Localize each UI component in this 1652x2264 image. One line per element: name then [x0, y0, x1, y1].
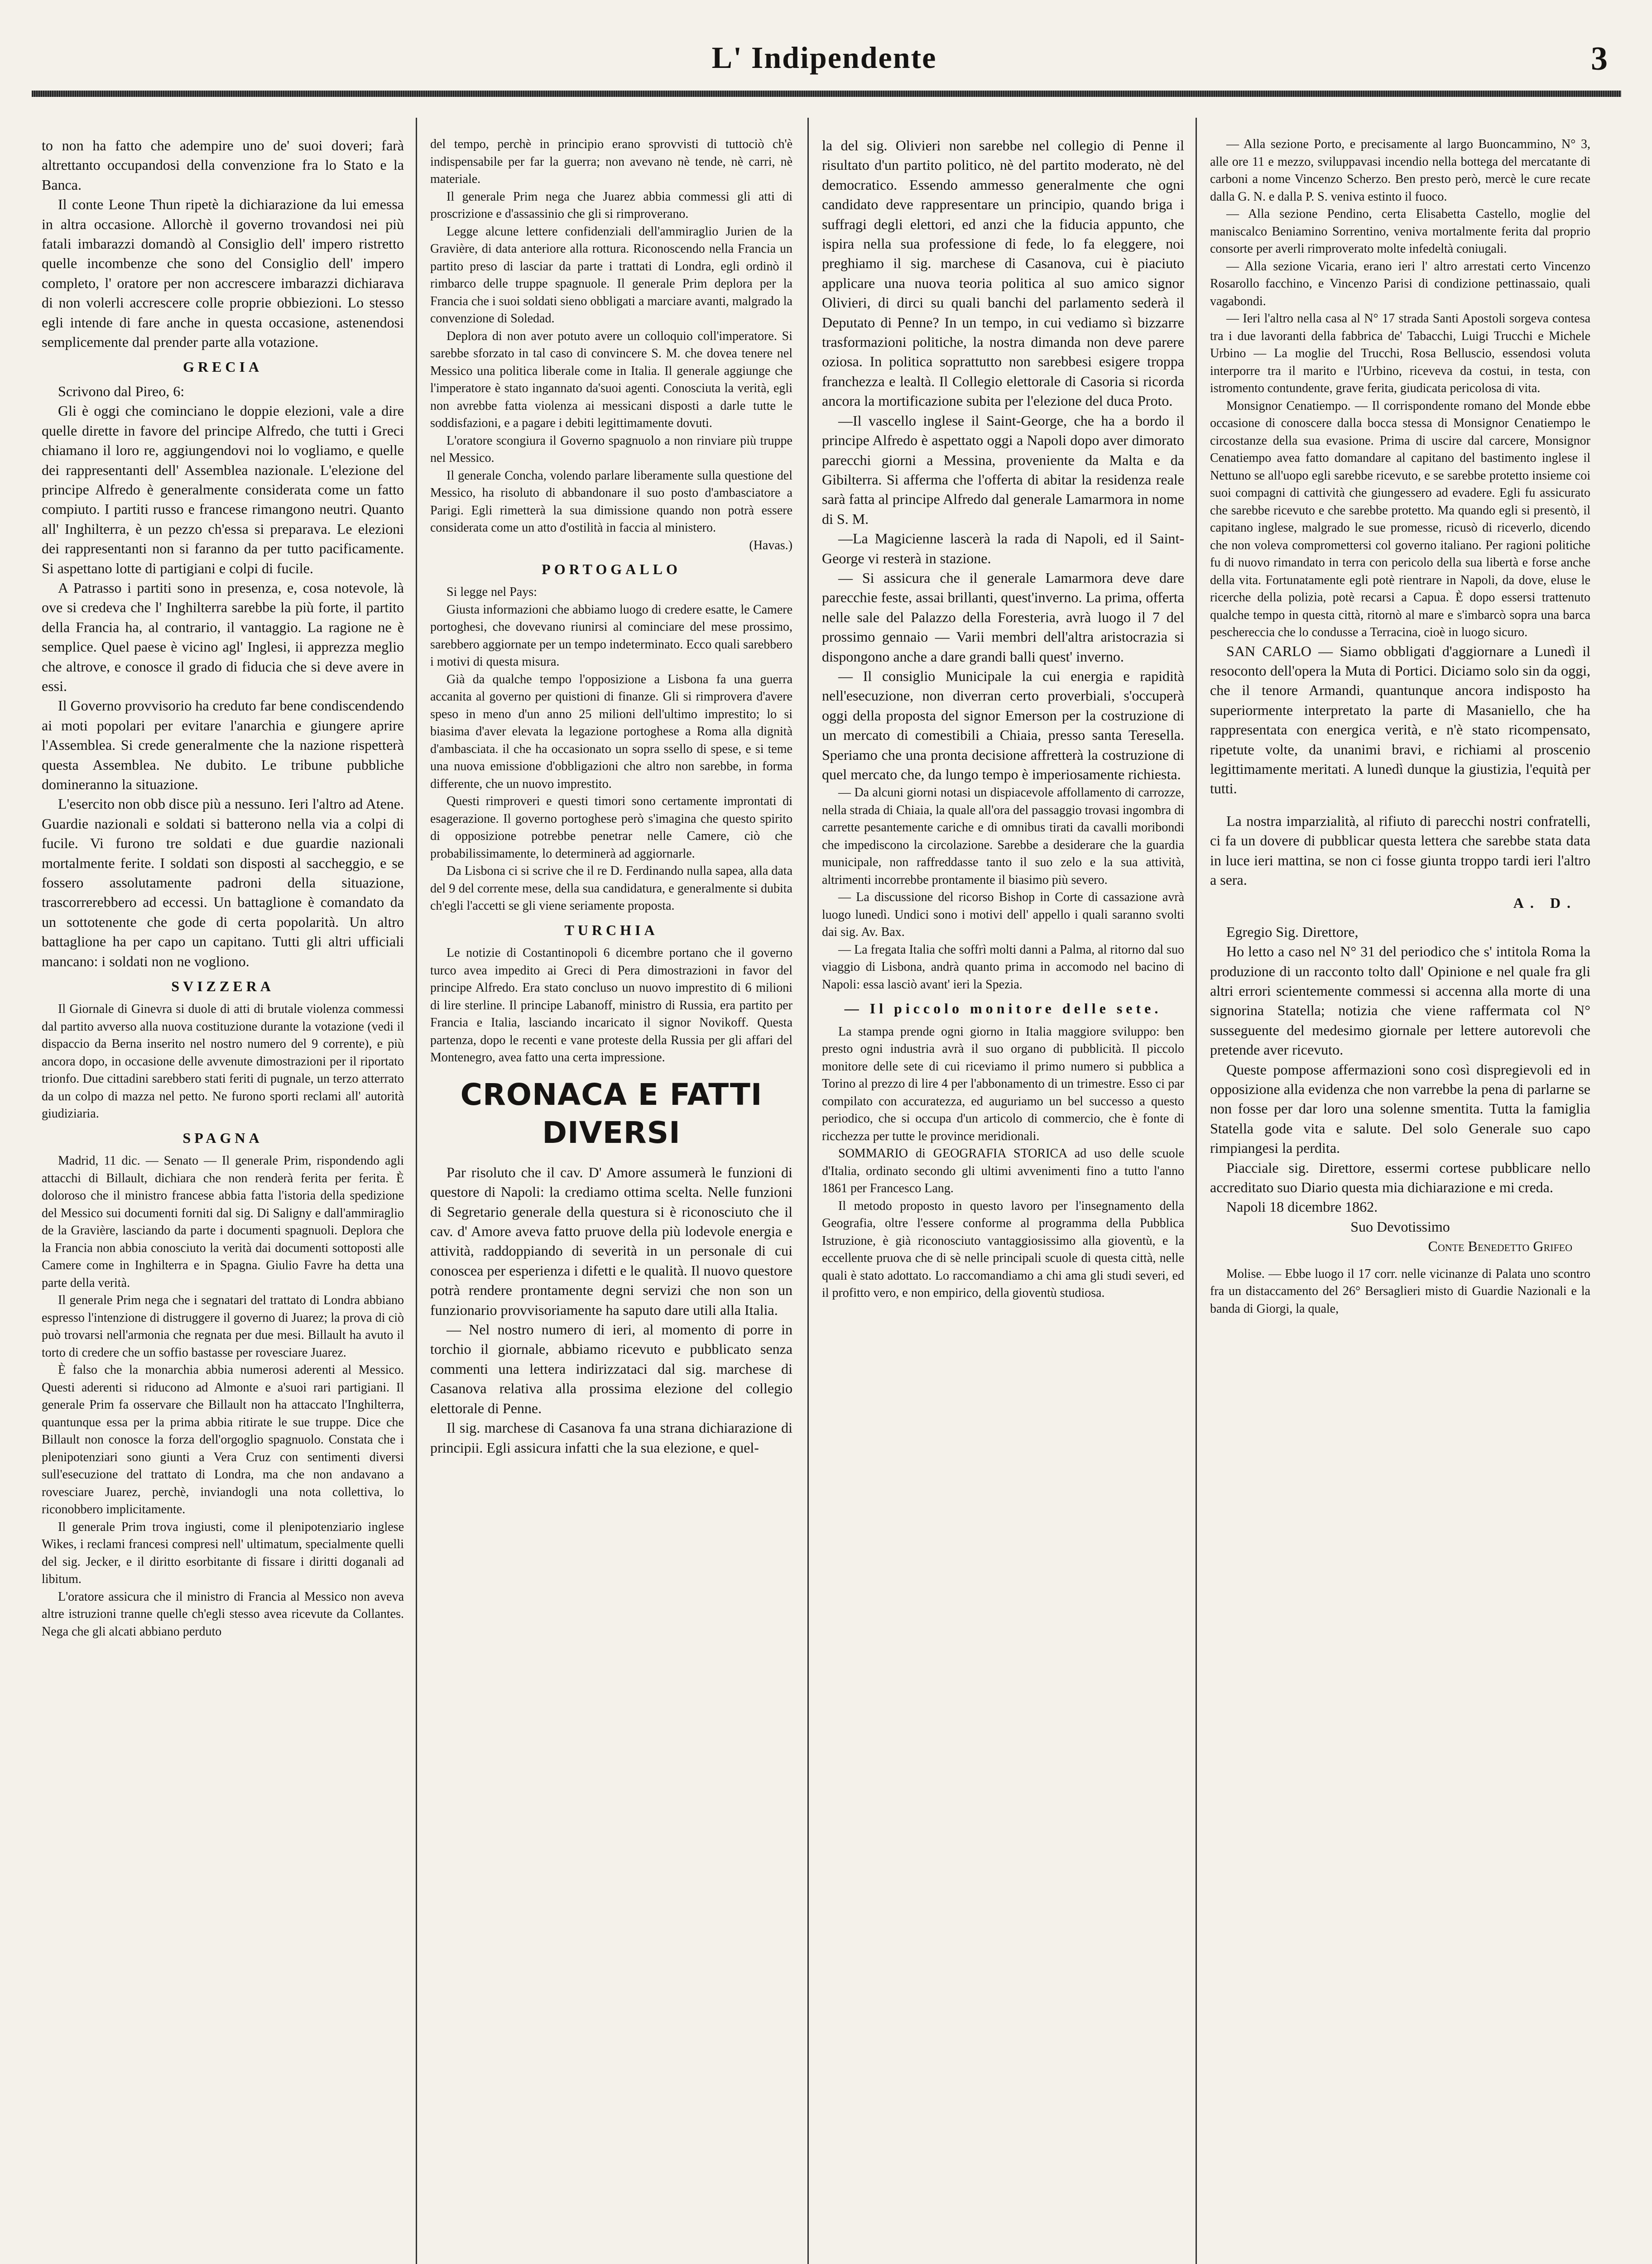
- paragraph: Già da qualche tempo l'opposizione a Lisbona fa una guerra accanita al governo per quistioni di finanze. Gli si rimprovera d'avere speso in meno d'un anno 25 milioni dell'ultimo imprestito; lo si biasima d'aver elevata la legazione portoghese a Roma alla dignità d'ambasciata. il che ha occasionato un sopra ssello di spese, e si teme una nuova emissione d'obbligazioni che altro non sarebbe, in forma differente, che un nuovo imprestito.: [430, 672, 792, 791]
- newspaper-title: L' Indipendente: [711, 40, 937, 75]
- paragraph: Il generale Prim nega che i segnatari del trattato di Londra abbiano espresso l'intenzione di distruggere il governo di Juarez; la prova di ciò può trovarsi nell'armonia che regnata per due mesi. Billault ha avuto il torto di credere che un soffio bastasse per rovesciare Juarez.: [42, 1293, 404, 1360]
- paragraph: Deplora di non aver potuto avere un colloquio coll'imperatore. Si sarebbe sforzato in tal caso di convincere S. M. che dovea tenere nel Messico una politica liberale come in Italia. Il generale aggiunge che l'imperatore è stato ingannato da'suoi agenti. Conosciuta la verità, egli non avrebbe fatta violenza ai messicani disposti a darle tutte le soddisfazioni, e a pagare i debiti legittimamente dovuti.: [430, 329, 792, 430]
- section-heading: TURCHIA: [564, 921, 658, 938]
- paragraph: Gli è oggi che cominciano le doppie elezioni, vale a dire quelle dirette in favore del principe Alfredo, che tutti i Greci chiamano il loro re, aggiungendovi noi lo vogliamo, e quelle dei rappresentanti dell' Assemblea nazionale. L'elezione del principe Alfredo è generalmente considerata come un fatto compiuto. I partiti russo e francese rimangono neutri. Quanto all' Inghilterra, è un pezzo ch'essa si preparava. Le elezioni dei rappresentanti non si faranno da per tutto pacificamente. Si aspettano lotte di partigiani e colpi di fucile.: [42, 403, 404, 576]
- paragraph: La stampa prende ogni giorno in Italia maggiore sviluppo: ben presto ogni industria avrà il suo organo di pubblicità. Il piccolo monitore delle sete di cui riceviamo il primo numero si pubblica a Torino al prezzo di lire 4 per l'abbonamento di un trimestre. Esso ci par compilato con accuratezza, ed auguriamo un bel successo a questo periodico, che si occupa d'un articolo di commercio, che è fonte di ricchezza per tutte le province meridionali.: [822, 1024, 1184, 1143]
- section-heading: SVIZZERA: [171, 978, 274, 995]
- paragraph: — Si assicura che il generale Lamarmora deve dare parecchie feste, assai brillanti, quest'inverno. La prima, offerta nelle sale del Palazzo della Foresteria, avrà luogo il 7 del prossimo gennaio — Varii membri dell'altra aristocrazia si dispongono anche a dare grandi balli quest' inverno.: [822, 569, 1184, 665]
- masthead-rule: [32, 91, 1621, 97]
- paragraph: Par risoluto che il cav. D' Amore assumerà le funzioni di questore di Napoli: la crediamo ottima scelta. Nelle funzioni di Segretario generale della questura si è riconosciuto che il cav. d' Amore aveva fatto pruove della più lodevole energia e attività, raddoppiando di severità in un personale di cui conoscea per esperienza i difetti e le qualità. Il nuovo questore potrà rendere prontamente degni servizi che non son un funzionario provvisoriamente ha saputo dare utili alla Italia.: [430, 1164, 792, 1318]
- letter-closing: Suo Devotissimo: [1350, 1218, 1450, 1235]
- paragraph: Il Governo provvisorio ha creduto far bene condiscendendo ai moti popolari per evitare l'anarchia e giungere aprire l'Assemblea. Si crede generalmente che la nazione rispetterà questa Assemblea. Ne dubito. Le tribune pubbliche domineranno la situazione.: [42, 697, 404, 792]
- column-divider: [1196, 118, 1197, 2264]
- paragraph: Il sig. marchese di Casanova fa una strana dichiarazione di principii. Egli assicura infatti che la sua elezione, e quel-: [430, 1420, 792, 1456]
- paragraph: Scrivono dal Pireo, 6:: [58, 383, 185, 399]
- paragraph: Questi rimproveri e questi timori sono certamente improntati di esagerazione. Il governo portoghese però s'imagina che questo spirito di opposizione potrebbe penetrar nelle Camere, ciò che probabilissimamente, lo determinerà ad aggiornarle.: [430, 794, 792, 861]
- paragraph: — La fregata Italia che soffrì molti danni a Palma, al ritorno dal suo viaggio di Lisbona, andrà quanto prima in accomodo nel bacino di Napoli: essa lasciò avant' ieri la Spezia.: [822, 942, 1184, 992]
- masthead: [32, 40, 1617, 81]
- column-divider: [416, 118, 417, 2264]
- paragraph: to non ha fatto che adempire uno de' suoi doveri; farà altrettanto occupandosi della convenzione fra lo Stato e la Banca.: [42, 137, 404, 193]
- paragraph: Il conte Leone Thun ripetè la dichiarazione da lui emessa in altra occasione. Allorchè il governo trovandosi nei più fatali imbarazzi domandò al Consiglio dell' impero ristretto quelle incombenze che sono del Consiglio dell' impero completo, l' oratore per non accrescere imbarazzi dichiarava di non volerli accrescere colle proprie obbiezioni. Lo stesso egli intende di fare anche in questa occasione, astenendosi semplicemente dal prender parte alla votazione.: [42, 196, 404, 350]
- paragraph: — Nel nostro numero di ieri, al momento di porre in torchio il giornale, abbiamo ricevuto e pubblicato senza commenti una lettera indirizzataci dal sig. marchese di Casanova relativa alla prossima elezione del collegio elettorale di Penne.: [430, 1321, 792, 1416]
- letter-date: Napoli 18 dicembre 1862.: [1226, 1199, 1378, 1215]
- section-heading: GRECIA: [182, 359, 263, 375]
- paragraph: Queste pompose affermazioni sono così dispregievoli ed in opposizione alla evidenza che non varrebbe la pena di parlarne se non fosse per dar loro una solenne smentita. Tutta la famiglia Statella gode vita e salute. Del solo Generale suo capo rimpiangesi la perdita.: [1210, 1061, 1590, 1156]
- source-credit: (Havas.): [749, 538, 792, 552]
- section-heading: PORTOGALLO: [542, 561, 681, 577]
- paragraph: Da Lisbona ci si scrive che il re D. Ferdinando nulla sapea, alla data del 9 del corrente mese, della sua candidatura, e generalmente si dubita ch'egli l'accetti se gli viene seriamente proposta.: [430, 864, 792, 913]
- paragraph: Il Giornale di Ginevra si duole di atti di brutale violenza commessi dal partito avverso alla nuova costituzione durante la votazione (vedi il dispaccio da Berna inserito nel nostro numero del 9 corrente), e più ancora dopo, in occasione delle avvenute dimostrazioni per il riportato trionfo. Due cittadini sarebbero stati feriti di pugnale, un terzo atterrato da un colpo di mazza nel petto. Ne furono sporti reclami all' autorità giudiziaria.: [42, 1002, 404, 1121]
- column-3: [822, 136, 1184, 2264]
- paragraph: È falso che la monarchia abbia numerosi aderenti al Messico. Questi aderenti si riducono ad Almonte e a'suoi rari partigiani. Il generale Prim fa osservare che Billault non ha attaccato l'Inghilterra, quantunque essa per la prima abbia ritirate le sue truppe. Dice che Billault non conosce la forza dell'orgoglio spagnuolo. Constata che i plenipotenziari sono giunti a Vera Cruz con sentimenti diversi sull'esecuzione del trattato di Londra, ma che non andavano a rovesciare Juarez, perchè, inviandogli una nota collettiva, lo riconobbero implicitamente.: [42, 1363, 404, 1517]
- paragraph: —Il vascello inglese il Saint-George, che ha a bordo il principe Alfredo è aspettato oggi a Napoli dopo aver dimorato parecchi giorni a Messina, proveniente da Malta e da Gibilterra. Si afferma che l'offerta di abitar la residenza reale sarà fatta al principe Alfredo dal generale Lamarmora in nome di S. M.: [822, 412, 1184, 527]
- letter-salutation: Egregio Sig. Direttore,: [1226, 923, 1359, 940]
- paragraph: — Da alcuni giorni notasi un dispiacevole affollamento di carrozze, nella strada di Chiaia, la quale all'ora del passaggio trovasi ingombra di carrette pesantemente cariche e di omnibus tirati da cavalli moribondi che impediscono la circolazione. Sarebbe a desiderare che la guardia municipale, non raffreddasse tanto il suo zelo e la sua attività, altrimenti incorrebbe prontamente il biasimo più severo.: [822, 786, 1184, 887]
- paragraph: Monsignor Cenatiempo. — Il corrispondente romano del Monde ebbe occasione di conoscere dalla bocca stessa di Monsignor Cenatiempo le circostanze della sua evasione. Prima di uscire dal carcere, Monsignor Cenatiempo avea fatto domandare al capitano del bastimento inglese il Nettuno se all'uopo egli sarebbe ricevuto, e se sarebbe protetto insieme coi suoi compagni di cattività che giungessero ad evadere. Egli fu assicurato che sarebbe ricevuto e che sarebbe protetto. Ma quando egli si presentò, il capitano inglese, malgrado le sue promesse, ricusò di riceverlo, dicendo che non voleva compromettersi col governo italiano. Per ragioni politiche fu di nuovo rimandato in terra con pericolo della sua libertà e forse anche della vita. Fortunatamente egli potè rientrare in Napoli, da dove, eluse le ricerche della polizia, potè recarsi a Capua. È dopo essersi trattenuto qualche tempo in questa città, ritornò al mare e s'imbarcò sopra una barca peschereccia che lo condusse a Terracina, cioè in luogo sicuro.: [1210, 398, 1590, 639]
- paragraph: — Ieri l'altro nella casa al N° 17 strada Santi Apostoli sorgeva contesa tra i due lavoranti della fabbrica de' Tabacchi, Luigi Trucchi e Michele Urbino — La moglie del Trucchi, Rosa Belluscio, essendosi voluta interporre tra il marito e l'Urbino, riceveva da costui, in testa, con istromento contundente, grave ferita, giudicata pericolosa di vita.: [1210, 312, 1590, 395]
- paragraph: — Alla sezione Vicaria, erano ieri l' altro arrestati certo Vincenzo Rosarollo facchino, e Vincenzo Parisi di condizione pettinassaio, quali vagabondi.: [1210, 259, 1590, 308]
- column-divider: [807, 118, 809, 2264]
- paragraph: SAN CARLO — Siamo obbligati d'aggiornare a Lunedì il resoconto dell'opera la Muta di Portici. Diciamo solo sin da oggi, che il tenore Armandi, quantunque ancora indisposto ha superiormente interpretato la parte di Masaniello, che ha rappresentata con energica verità, e n'è stato ricompensato, ripetute volte, da unanimi bravi, e richiami al proscenio legittimamente meritati. A lunedì dunque la giustizia, l'equità per tutti.: [1210, 643, 1590, 797]
- paragraph: Piacciale sig. Direttore, essermi cortese pubblicare nello accreditato suo Diario questa mia dichiarazione e mi creda.: [1210, 1159, 1590, 1196]
- separator: [1210, 799, 1590, 811]
- column-1: [42, 136, 404, 2264]
- column-2: [430, 136, 792, 2264]
- paragraph: La nostra imparzialità, al rifiuto di parecchi nostri confratelli, ci fa un dovere di pubblicar questa lettera che sarebbe stata data in luce ieri mattina, se non ci fosse giunta troppo tardi ieri l'altro a sera.: [1210, 812, 1590, 888]
- paragraph: L'oratore scongiura il Governo spagnuolo a non rinviare più truppe nel Messico.: [430, 433, 792, 465]
- paragraph: — Il consiglio Municipale la cui energia e rapidità nell'esecuzione, non diverran certo proverbiali, s'occuperà oggi della proposta del signor Emerson per la costruzione di un mercato di comestibili a Chiaia, presso santa Teresella. Speriamo che una pronta decisione affretterà la costruzione di quel mercato che, da lungo tempo è imperiosamente richiesta.: [822, 667, 1184, 782]
- paragraph: Il generale Concha, volendo parlare liberamente sulla questione del Messico, ha risoluto di abbandonare il suo posto d'ambasciatore a Parigi. Egli rimetterà la sua dimissione quando non potrà essere considerata come un atto d'ostilità in faccia al ministero.: [430, 468, 792, 535]
- paragraph: Madrid, 11 dic. — Senato — Il generale Prim, rispondendo agli attacchi di Billault, dichiara che non renderà ferita per ferita. È doloroso che il ministro francese abbia fatta l'istoria della spedizione del Messico sui documenti forniti dal sig. Di Saligny e dall'ammiraglio de la Gravière, lasciando da parte i documenti spagnuoli. Deplora che la Francia non abbia conosciuto la verità dai documenti sottoposti alle Camere come in Inghilterra e in Spagna. Giulio Favre ha detta una parte della verità.: [42, 1154, 404, 1290]
- paragraph: Il metodo proposto in questo lavoro per l'insegnamento della Geografia, oltre l'essere conforme al programma della Pubblica Istruzione, è già riconosciuto vantaggiosissimo alla gioventù, e la eccellente pruova che di sè nelle principali scuole di questa città, nelle quali è stato adottato. Lo raccomandiamo a chi ama gli studi severi, ed il profitto vero, e non empirico, della gioventù studiosa.: [822, 1199, 1184, 1300]
- paragraph: Il generale Prim nega che Juarez abbia commessi gli atti di proscrizione e d'assassinio che gli si rimproverano.: [430, 189, 792, 221]
- letter-signature: Conte Benedetto Grifeo: [1428, 1238, 1572, 1255]
- paragraph: A Patrasso i partiti sono in presenza, e, cosa notevole, là ove si credeva che l' Inghilterra sarebbe la più forte, il partito della Francia ha, al contrario, il vantaggio. La ragione ne è semplice. Quel paese è vicino agl' Inglesi, ii apprezza meglio che altrove, e conosce il grado di fiducia che si deve avere in essi.: [42, 579, 404, 694]
- paragraph: Legge alcune lettere confidenziali dell'ammiraglio Jurien de la Gravière, di data anteriore alla rottura. Riconoscendo nella Francia un partito preso di lasciar da parte i trattati di Londra, egli ordinò il rimbarco delle truppe spagnuole. Il generale Prim deplora per la Francia che i suoi soldati sieno obbligati a marciare avanti, malgrado la convenzione di Soledad.: [430, 224, 792, 326]
- paragraph: L'esercito non obb disce più a nessuno. Ieri l'altro ad Atene. Guardie nazionali e soldati si batterono nella via a colpi di fucile. Vi furono tre soldati e due guardie nazionali mortalmente ferite. I soldati son disposti al saccheggio, e se fossero assolutamente padroni della situazione, trascorrerebbero ad eccessi. Un battaglione è comandato da un sottotenente che gode di certa popolarità. Un altro battaglione ha per capo un capitano. Tutti gli altri ufficiali mancano: i soldati non ne vogliono.: [42, 796, 404, 969]
- paragraph: Si legge nel Pays:: [447, 585, 537, 600]
- paragraph: — Alla sezione Pendino, certa Elisabetta Castello, moglie del maniscalco Beniamino Sorrentino, veniva mortalmente ferita dal proprio consorte per averli rimproverato molte infedeltà coniugali.: [1210, 207, 1590, 256]
- section-heading: — Il piccolo monitore delle sete.: [844, 1000, 1162, 1017]
- paragraph: Il generale Prim trova ingiusti, come il plenipotenziario inglese Wikes, i reclami francesi compresi nell' ultimatum, specialmente quelli del sig. Jecker, e il diritto esorbitante di fissare i diritti doganali ad libitum.: [42, 1520, 404, 1587]
- paragraph: Molise. — Ebbe luogo il 17 corr. nelle vicinanze di Palata uno scontro fra un distaccamento del 26° Bersaglieri misto di Guardie Nazionali e la banda di Giorgi, la quale,: [1210, 1266, 1590, 1316]
- signature-initials: A. D.: [1513, 895, 1577, 911]
- section-heading: SPAGNA: [182, 1129, 263, 1146]
- column-4: [1210, 136, 1590, 2264]
- paragraph: — La discussione del ricorso Bishop in Corte di cassazione avrà luogo lunedì. Undici sono i motivi dell' appello i quali saranno svolti dai sig. Av. Bax.: [822, 890, 1184, 940]
- paragraph: —La Magicienne lascerà la rada di Napoli, ed il Saint-George vi resterà in stazione.: [822, 530, 1184, 566]
- paragraph: la del sig. Olivieri non sarebbe nel collegio di Penne il risultato d'un partito politico, nè del partito moderato, nè del democratico. Essendo ammesso generalmente che ogni candidato deve rappresentare un principio, quando briga i suffragi degli elettori, ed anzi che la fiducia appunto, che ispira nella sua professione di fede, lo fa eleggere, noi preghiamo il sig. marchese di Casanova, cui è piaciuto applicare una nuova teoria politica al suo amico signor Olivieri, di dirci su quali banchi del parlamento sederà il Deputato di Penne? In un tempo, in cui vediamo sì bizzarre trasformazioni politiche, la nostra dimanda non deve parere oziosa. In politica soprattutto non sarebbesi esigere troppa franchezza e lealtà. Il Collegio elettorale di Casoria si ricorda ancora la mortificazione subita per l'elezione del duca Proto.: [822, 137, 1184, 409]
- paragraph: Ho letto a caso nel N° 31 del periodico che s' intitola Roma la produzione di un racconto tolto dall' Opinione e nel quale fra gli altri errori scientemente commessi si accenna alla morte di una signorina Statella; notizia che viene raffermata col N° susseguente del medesimo giornale per lettere autorevoli che pretende aver ricevuto.: [1210, 943, 1590, 1058]
- page-number: 3: [1591, 40, 1608, 77]
- paragraph: del tempo, perchè in principio erano sprovvisti di tuttociò ch'è indispensabile per far la guerra; non avevano nè tende, nè carri, nè materiale.: [430, 137, 792, 186]
- paragraph: Giusta informazioni che abbiamo luogo di credere esatte, le Camere portoghesi, che dovevano riunirsi al cominciare del mese prossimo, sarebbero aggiornate per un tempo indeterminato. Ecco quali sarebbero i motivi di questa misura.: [430, 602, 792, 669]
- paragraph: L'oratore assicura che il ministro di Francia al Messico non aveva altre istruzioni tranne quelle ch'egli stesso avea ricevute da Collantes. Nega che gli alcati abbiano perduto: [42, 1589, 404, 1639]
- paragraph: Le notizie di Costantinopoli 6 dicembre portano che il governo turco avea impedito ai Greci di Pera dimostrazioni in favor del principe Alfredo. Era stato concluso un nuovo imprestito di 6 milioni di lire sterline. Il principe Labanoff, ministro di Russia, era partito per Francia e Italia, lasciando incaricato il signor Novikoff. Questa partenza, dopo le recenti e vane proteste della Russia per gli affari del Montenegro, avea fatto una certa impressione.: [430, 946, 792, 1065]
- paragraph: — Alla sezione Porto, e precisamente al largo Buoncammino, N° 3, alle ore 11 e mezzo, sviluppavasi incendio nella bottega del mercatante di carboni a nome Vincenzo Scherzo. Ben presto però, mercè le cure recate dalla G. N. e dalla P. S. veniva estinto il fuoco.: [1210, 137, 1590, 204]
- section-banner: CRONACA E FATTI DIVERSI: [460, 1077, 763, 1150]
- paragraph: SOMMARIO di GEOGRAFIA STORICA ad uso delle scuole d'Italia, ordinato secondo gli ultimi avvenimenti fino a tutto l'anno 1861 per Francesco Lang.: [822, 1146, 1184, 1196]
